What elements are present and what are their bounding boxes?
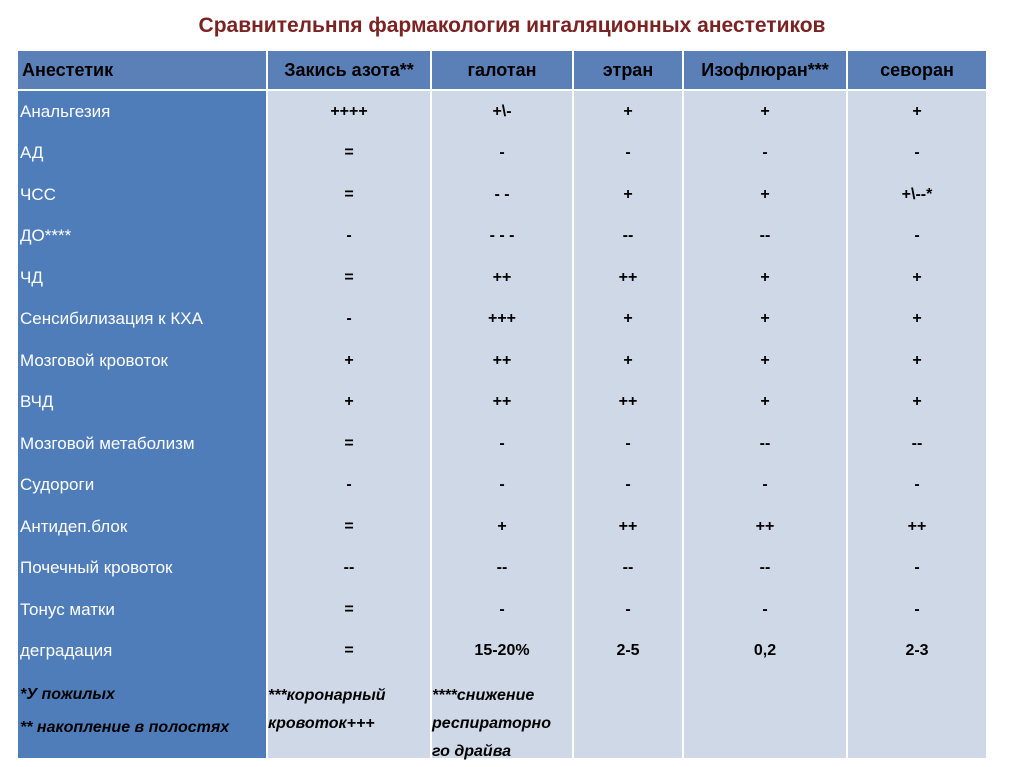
header-isoflurane: Изофлюран***: [684, 51, 846, 91]
table-cell: +: [684, 91, 846, 133]
table-cell: =: [268, 589, 430, 631]
table-cell: ++: [432, 257, 572, 299]
table-cell: +: [574, 91, 682, 133]
table-cell: 0,2: [684, 631, 846, 673]
table-cell: ++: [684, 506, 846, 548]
table-cell: --: [268, 548, 430, 590]
table-cell: 2-3: [848, 631, 986, 673]
table-cell: ++: [574, 506, 682, 548]
table-cell: ++++: [268, 91, 430, 133]
table-cell: +: [848, 257, 986, 299]
footnote-cavities: ** накопление в полостях: [20, 719, 230, 736]
table-cell: -: [848, 216, 986, 258]
table-cell: ++: [432, 382, 572, 424]
table-cell: +\--*: [848, 174, 986, 216]
header-enflurane: этран: [574, 51, 682, 91]
table-cell: --: [684, 423, 846, 465]
table-cell: --: [848, 423, 986, 465]
empty-cell: [684, 672, 846, 758]
footnote-respiratory: ****снижение респираторно го драйва: [432, 672, 572, 758]
table-cell: +: [268, 340, 430, 382]
header-anesthetic: Анестетик: [18, 51, 266, 91]
header-nitrous-oxide: Закись азота**: [268, 51, 430, 91]
table-cell: =: [268, 174, 430, 216]
table-cell: -: [574, 465, 682, 507]
table-cell: -: [574, 589, 682, 631]
header-sevoflurane: севоран: [848, 51, 986, 91]
empty-cell: [848, 672, 986, 758]
page-title: Сравнительнпя фармакология ингаляционных анестетиков: [198, 14, 826, 37]
table-cell: ++: [574, 382, 682, 424]
table-cell: +: [574, 299, 682, 341]
table-cell: -: [268, 299, 430, 341]
table-cell: -: [848, 465, 986, 507]
table-cell: +: [848, 299, 986, 341]
row-label: Анальгезия: [18, 91, 266, 133]
row-label: Антидеп.блок: [18, 506, 266, 548]
comparison-table: [18, 51, 986, 758]
table-cell: -: [848, 548, 986, 590]
table-cell: ++: [432, 340, 572, 382]
table-cell: +: [684, 382, 846, 424]
table-cell: +: [848, 340, 986, 382]
table-cell: -: [268, 465, 430, 507]
table-cell: +: [684, 174, 846, 216]
row-label: ДО****: [18, 216, 266, 258]
row-label: деградация: [18, 631, 266, 673]
table-cell: - - -: [432, 216, 572, 258]
table-cell: +: [684, 299, 846, 341]
row-label: Мозговой кровоток: [18, 340, 266, 382]
table-cell: ++: [574, 257, 682, 299]
table-cell: --: [574, 216, 682, 258]
footnote-elderly: *У пожилых: [20, 686, 115, 703]
table-cell: +: [848, 91, 986, 133]
table-cell: --: [684, 548, 846, 590]
table-cell: +: [268, 382, 430, 424]
table-cell: -: [432, 589, 572, 631]
table-cell: -: [432, 423, 572, 465]
table-cell: +: [684, 257, 846, 299]
row-label: Почечный кровоток: [18, 548, 266, 590]
table-cell: --: [432, 548, 572, 590]
row-label: АД: [18, 133, 266, 175]
table-cell: -: [268, 216, 430, 258]
table-cell: --: [684, 216, 846, 258]
table-cell: -: [848, 589, 986, 631]
table-cell: -: [684, 589, 846, 631]
table-cell: -: [574, 133, 682, 175]
table-cell: -: [432, 465, 572, 507]
footnote-coronary: ***коронарный кровоток+++: [268, 672, 430, 758]
row-label: ВЧД: [18, 382, 266, 424]
empty-cell: [574, 672, 682, 758]
table-cell: -: [432, 133, 572, 175]
row-label: Мозговой метаболизм: [18, 423, 266, 465]
table-cell: =: [268, 631, 430, 673]
table-cell: -: [574, 423, 682, 465]
row-label: Судороги: [18, 465, 266, 507]
table-cell: +: [574, 340, 682, 382]
row-label: ЧД: [18, 257, 266, 299]
footnote-cell: [18, 672, 266, 758]
table-cell: -: [684, 133, 846, 175]
table-cell: -: [684, 465, 846, 507]
table-cell: - -: [432, 174, 572, 216]
table-cell: =: [268, 423, 430, 465]
table-cell: +++: [432, 299, 572, 341]
table-cell: 2-5: [574, 631, 682, 673]
table-cell: +: [684, 340, 846, 382]
table-cell: =: [268, 506, 430, 548]
table-cell: =: [268, 257, 430, 299]
table-cell: ++: [848, 506, 986, 548]
table-cell: +: [848, 382, 986, 424]
table-cell: -: [848, 133, 986, 175]
table-cell: +\-: [432, 91, 572, 133]
table-cell: 15-20%: [432, 631, 572, 673]
table-cell: --: [574, 548, 682, 590]
table-cell: +: [574, 174, 682, 216]
row-label: ЧСС: [18, 174, 266, 216]
table-cell: +: [432, 506, 572, 548]
header-halothane: галотан: [432, 51, 572, 91]
table-cell: =: [268, 133, 430, 175]
row-label: Сенсибилизация к КХА: [18, 299, 266, 341]
row-label: Тонус матки: [18, 589, 266, 631]
